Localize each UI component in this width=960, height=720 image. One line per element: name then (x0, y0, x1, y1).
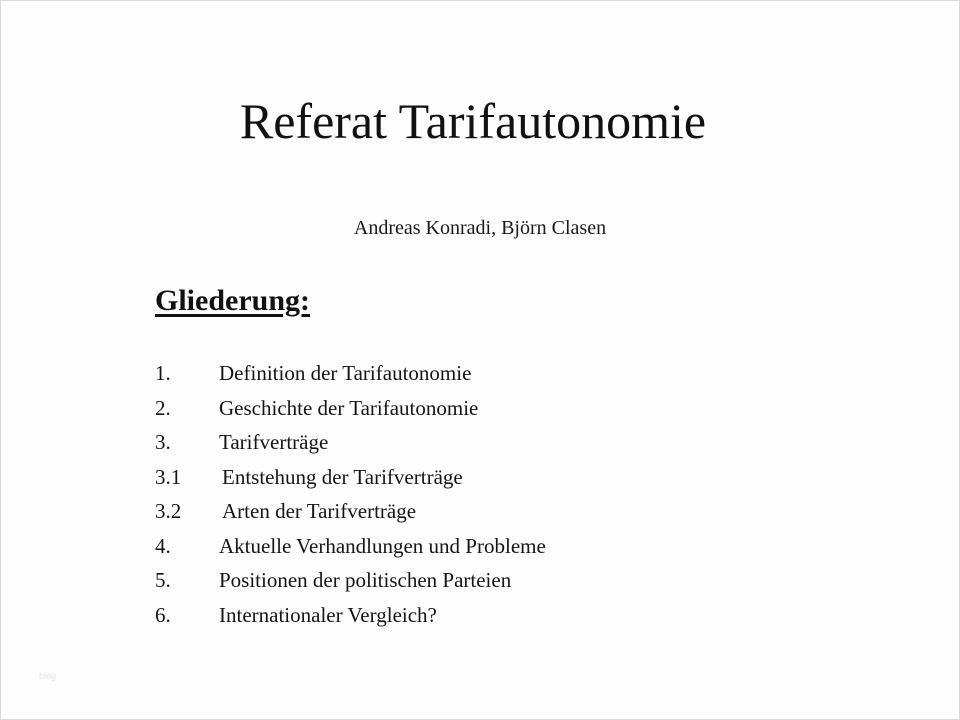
outline-subitem (155, 496, 546, 531)
outline-item-text: Aktuelle Verhandlungen und Probleme (219, 533, 546, 558)
outline-item-number: 3.2 (155, 499, 182, 523)
outline-item (155, 531, 546, 566)
outline-item-text: Internationaler Vergleich? (219, 602, 437, 627)
outline-heading: Gliederung: (155, 284, 310, 317)
slide-title: Referat Tarifautonomie (239, 93, 707, 149)
outline-list (155, 358, 546, 634)
outline-item (155, 600, 546, 635)
outline-item-number: 6. (155, 602, 171, 627)
outline-item-number: 3. (155, 430, 171, 454)
outline-item-text: Tarifverträge (219, 430, 329, 454)
outline-item-text: Definition der Tarifautonomie (219, 361, 472, 385)
outline-item (155, 427, 546, 462)
outline-item (155, 565, 546, 600)
outline-item-text: Arten der Tarifverträge (222, 499, 417, 523)
outline-item-text: Geschichte der Tarifautonomie (219, 395, 479, 420)
outline-subitem (155, 462, 546, 497)
outline-item-number: 2. (155, 395, 171, 420)
watermark: blog (39, 671, 57, 681)
outline-item-text: Entstehung der Tarifverträge (222, 464, 463, 489)
outline-item-text: Positionen der politischen Parteien (219, 568, 512, 592)
outline-item (155, 393, 546, 428)
slide-authors: Andreas Konradi, Björn Clasen (353, 217, 607, 239)
outline-item-number: 5. (155, 568, 171, 592)
outline-item-number: 3.1 (155, 464, 182, 489)
outline-item-number: 4. (155, 533, 171, 558)
outline-item (155, 358, 546, 393)
outline-item-number: 1. (155, 361, 171, 385)
